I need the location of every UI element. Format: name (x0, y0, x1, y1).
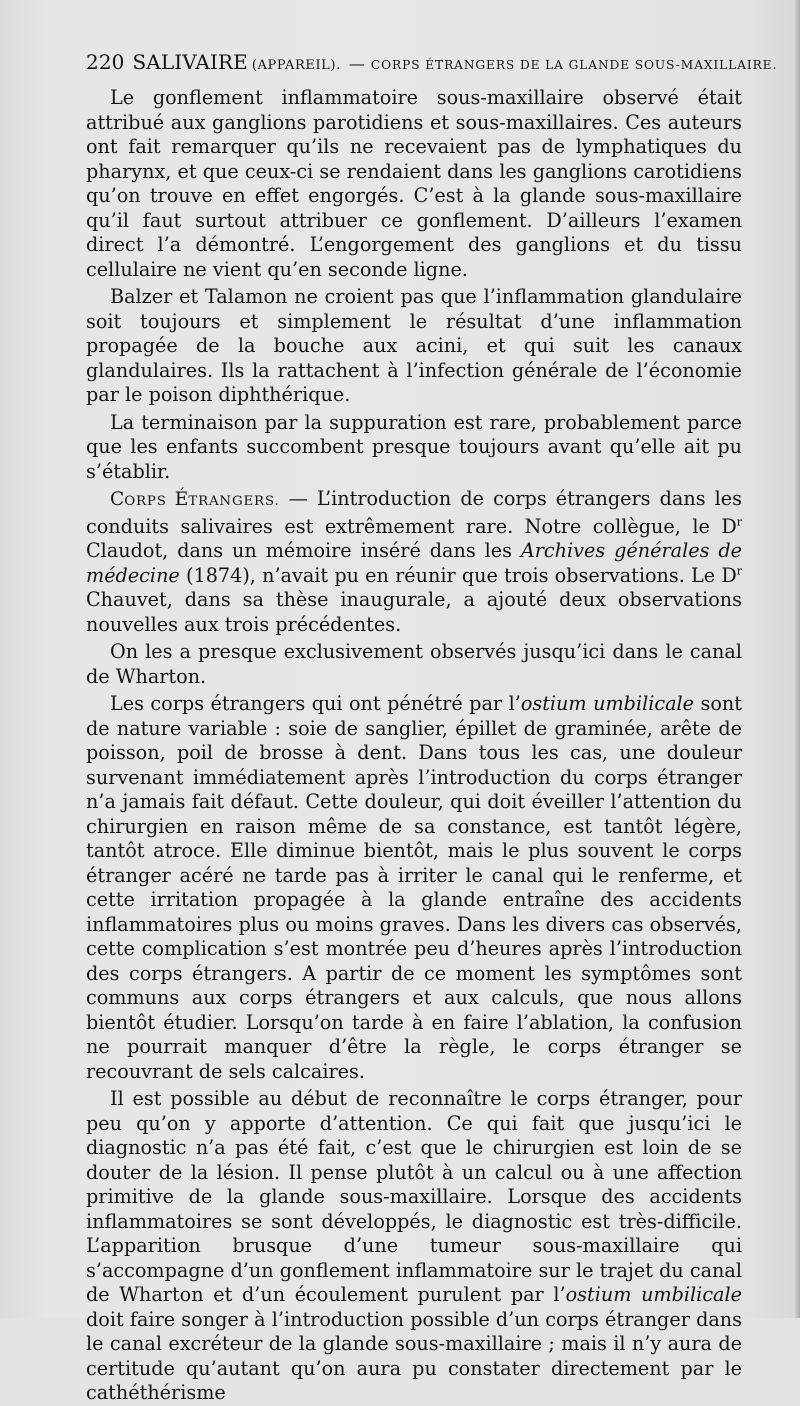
journal-title: Archives générales de médecine (86, 539, 743, 587)
header-running-title: CORPS ÉTRANGERS DE LA GLANDE SOUS-MAXILLAIRE. (370, 58, 778, 72)
running-header (86, 50, 778, 76)
header-title: SALIVAIRE (132, 50, 248, 74)
paragraph-4: CORPS ÉTRANGERS. — L’introduction de corps étrangers dans les conduits salivaires est extrêmement rare. Notre collègue, le $D^r$ Claudot, dans un mémoire inséré dans les Archives générales de médecine (1874), n’avait pu en réunir que trois observations. Le $D^r$ Chauvet, dans sa thèse inaugurale, a ajouté deux observations nouvelles aux trois précédentes. (86, 487, 743, 636)
latin-term: ostium umbilicale (565, 1283, 742, 1306)
latin-term: ostium umbilicale (520, 692, 695, 715)
section-heading: CORPS ÉTRANGERS. (110, 489, 280, 510)
paragraph-5: On les a presque exclusivement observés jusqu’ici dans le canal de Wharton. (86, 640, 742, 688)
paragraph-2: Balzer et Talamon ne croient pas que l’inflammation glandulaire soit toujours et simplement le résultat d’une inflammation propagée de la bouche aux acini, et qui suit les canaux glandulaires. Ils la rattachent à l’infection générale de l’économie par le poison diphthérique. (86, 285, 742, 406)
paragraph-1: Le gonflement inflammatoire sous-maxillaire observé était attribué aux ganglions parotidiens et sous-maxillaires. Ces auteurs ont fait remarquer qu’ils ne recevaient pas de lymphatiques du pharynx, et que ceux-ci se rendaient dans les ganglions carotidiens qu’on trouve en effet engorgés. C’est à la glande sous-maxillaire qu’il faut surtout attribuer ce gonflement. D’ailleurs l’examen direct l’a démontré. L’engorgement des ganglions et du tissu cellulaire ne vient qu’en seconde ligne. (86, 86, 742, 281)
paragraph-3: La terminaison par la suppuration est rare, probablement parce que les enfants succombent presque toujours avant qu’elle ait pu s’établir. (86, 410, 742, 483)
paragraph-7: Il est possible au début de reconnaître le corps étranger, pour peu qu’on y apporte d’attention. Ce qui fait que jusqu’ici le diagnostic n’a pas été fait, c’est que le chirurgien est loin de se douter de la lésion. Il pense plutôt à un calcul ou à une affection primitive de la glande sous-maxillaire. Lorsque des accidents inflammatoires se sont développés, le diagnostic est très-difficile. L’apparition brusque d’une tumeur sous-maxillaire qui s’accompagne d’un gonflement inflammatoire sur le trajet du canal de Wharton et d’un écoulement purulent par l’ostium umbilicale doit faire songer à l’introduction possible d’un corps étranger dans le canal excréteur de la glande sous-maxillaire ; mais il n’y aura de certitude qu’autant qu’on aura pu constater directement par le cathéthérisme (86, 1087, 742, 1404)
paragraph-6: Les corps étrangers qui ont pénétré par l’ostium umbilicale sont de nature variable : soie de sanglier, épillet de graminée, arête de poisson, poil de brosse à dent. Dans tous les cas, une douleur survenant immédiatement après l’introduction du corps étranger n’a jamais fait défaut. Cette douleur, qui doit éveiller l’attention du chirurgien en raison même de sa constance, est tantôt légère, tantôt atroce. Elle diminue bientôt, mais le plus souvent le corps étranger acéré ne tarde pas à irriter le canal qui le renferme, et cette irritation propagée à la glande entraîne des accidents inflammatoires plus ou moins graves. Dans les divers cas observés, cette complication s’est montrée peu d’heures après l’introduction des corps étrangers. A partir de ce moment les symptômes sont communs aux corps étrangers et aux calculs, que nous allons bientôt étudier. Lorsqu’on tarde à en faire l’ablation, la confusion ne pourrait manquer d’être la règle, le corps étranger se recouvrant de sels calcaires. (86, 692, 742, 1083)
page-edge-shadow (794, 0, 800, 1318)
header-dash: — (348, 54, 365, 73)
body-text (86, 86, 742, 1406)
header-title-sub: (APPAREIL). (251, 58, 341, 73)
page-number: 220 (86, 50, 125, 74)
